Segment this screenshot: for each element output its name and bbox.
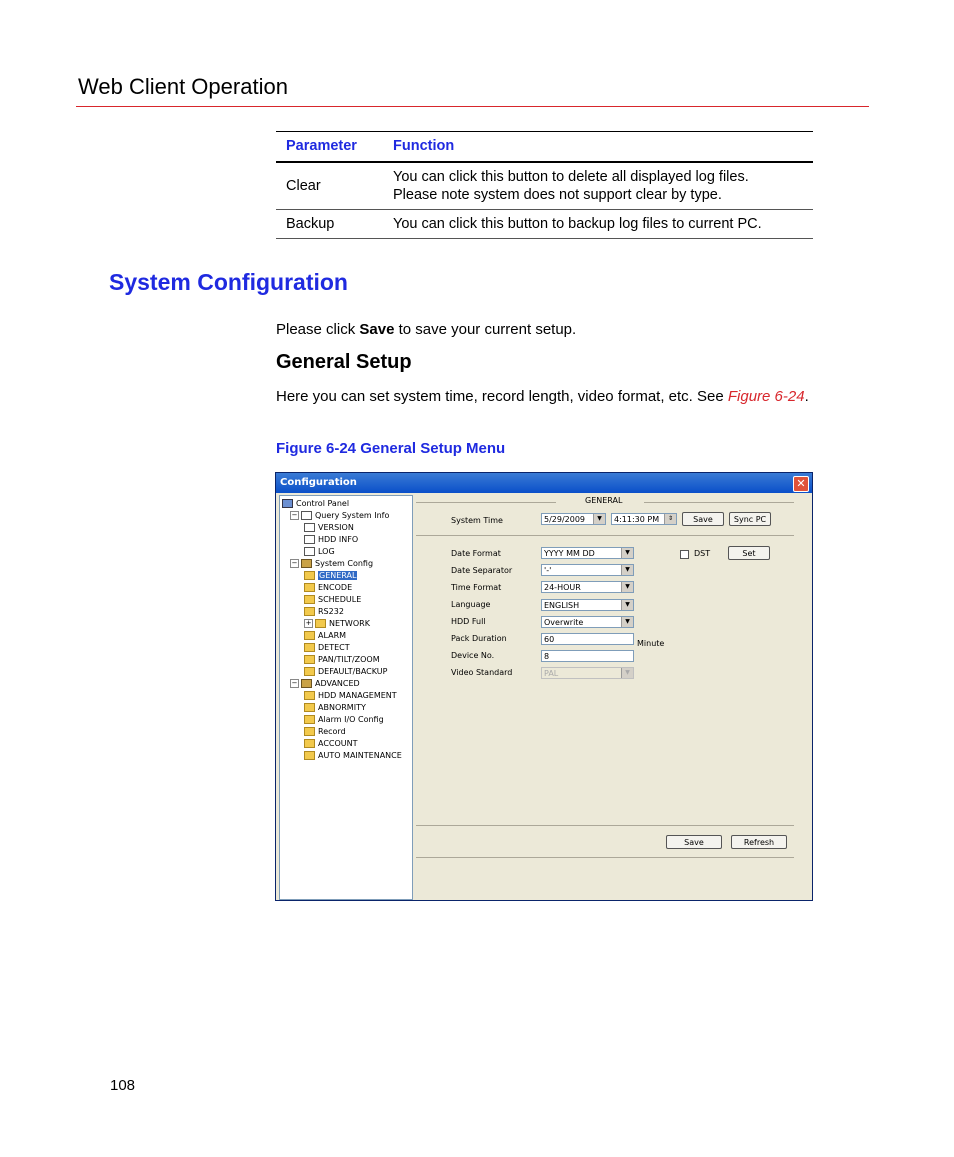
settings-icon <box>301 679 312 688</box>
table-row <box>276 162 813 210</box>
tree-item-label: Record <box>318 727 346 736</box>
group-divider <box>644 502 794 503</box>
sync-pc-button[interactable]: Sync PC <box>729 512 771 526</box>
folder-icon <box>304 739 315 748</box>
document-icon <box>304 535 315 544</box>
tree-item-label: NETWORK <box>329 619 370 628</box>
tree-item[interactable] <box>304 630 346 641</box>
tree-item[interactable] <box>304 642 350 653</box>
pack-duration-input[interactable]: 60 <box>541 633 634 645</box>
tree-item[interactable] <box>304 606 344 617</box>
tree-item[interactable] <box>304 570 357 581</box>
header-rule <box>76 106 869 107</box>
tree-item[interactable] <box>304 738 358 749</box>
page-number: 108 <box>110 1077 136 1094</box>
tree-item-label: PAN/TILT/ZOOM <box>318 655 380 664</box>
minute-label: Minute <box>637 639 665 648</box>
time-format-value: 24-HOUR <box>544 583 581 592</box>
configuration-window <box>275 472 813 901</box>
folder-icon <box>304 655 315 664</box>
table-cell-function <box>383 162 813 210</box>
time-format-label: Time Format <box>451 583 502 592</box>
expand-icon[interactable]: + <box>305 619 312 627</box>
text: Here you can set system time, record length, video format, etc. See <box>276 388 728 405</box>
tree-item-label: LOG <box>318 547 335 556</box>
parameter-table <box>276 131 813 239</box>
folder-icon <box>304 631 315 640</box>
group-title: GENERAL <box>582 496 625 505</box>
text: to save your current setup. <box>394 321 577 338</box>
time-picker[interactable] <box>611 513 677 525</box>
tree-item-label: ABNORMITY <box>318 703 366 712</box>
chevron-down-icon[interactable]: ▼ <box>621 548 633 558</box>
tree-item-label: Query System Info <box>315 511 390 520</box>
tree-item[interactable] <box>304 690 397 701</box>
tree-item-label: GENERAL <box>319 571 357 580</box>
chevron-down-icon[interactable]: ▼ <box>621 582 633 592</box>
folder-icon <box>304 595 315 604</box>
chevron-down-icon: ▼ <box>621 668 633 678</box>
settings-icon <box>301 559 312 568</box>
folder-icon <box>304 571 315 580</box>
table-row <box>276 210 813 239</box>
hdd-full-value: Overwrite <box>544 618 584 627</box>
device-no-input[interactable]: 8 <box>541 650 634 662</box>
table-cell-parameter: Backup <box>276 210 383 239</box>
chevron-down-icon[interactable]: ▼ <box>621 600 633 610</box>
folder-icon <box>315 619 326 628</box>
tree-item-label: DETECT <box>318 643 350 652</box>
video-standard-value: PAL <box>544 669 559 678</box>
figure-caption: Figure 6-24 General Setup Menu <box>276 440 506 457</box>
window-title: Configuration <box>280 477 357 488</box>
tree-item-label: Alarm I/O Config <box>318 715 384 724</box>
folder-icon <box>304 703 315 712</box>
tree-item[interactable] <box>290 558 373 569</box>
divider <box>416 857 794 858</box>
folder-icon <box>304 643 315 652</box>
save-button[interactable]: Save <box>666 835 722 849</box>
divider <box>416 825 794 826</box>
sub-title: General Setup <box>276 351 412 373</box>
folder-icon <box>304 727 315 736</box>
tree-item[interactable] <box>304 534 358 545</box>
tree-item-label: HDD MANAGEMENT <box>318 691 397 700</box>
date-picker[interactable] <box>541 513 606 525</box>
tree-item-label: System Config <box>315 559 374 568</box>
tree-item[interactable] <box>304 714 384 725</box>
collapse-icon[interactable]: − <box>291 679 298 687</box>
tree-item[interactable] <box>304 582 352 593</box>
general-panel <box>416 495 810 898</box>
language-value: ENGLISH <box>544 601 580 610</box>
table-header-parameter: Parameter <box>276 132 383 163</box>
time-format-select[interactable] <box>541 581 634 593</box>
time-value: 4:11:30 PM <box>614 515 660 524</box>
config-tree <box>279 495 413 900</box>
dst-label: DST <box>694 549 711 558</box>
spinner-icon[interactable]: ⇕ <box>664 514 676 524</box>
tree-item-label: ENCODE <box>318 583 353 592</box>
date-separator-select[interactable] <box>541 564 634 576</box>
folder-icon <box>304 691 315 700</box>
tree-item[interactable] <box>304 726 346 737</box>
tree-item[interactable] <box>282 498 349 509</box>
hdd-full-label: HDD Full <box>451 617 486 626</box>
folder-icon <box>304 667 315 676</box>
language-label: Language <box>451 600 491 609</box>
tree-item-label: ADVANCED <box>315 679 360 688</box>
tree-item[interactable] <box>304 618 370 629</box>
folder-icon <box>304 751 315 760</box>
figure-link[interactable]: Figure 6-24 <box>727 388 805 405</box>
control-panel-icon <box>282 499 293 508</box>
function-line: You can click this button to delete all displayed log files. <box>393 169 749 185</box>
divider <box>416 535 794 536</box>
folder-icon <box>304 607 315 616</box>
tree-item-label: RS232 <box>318 607 344 616</box>
device-no-label: Device No. <box>451 651 495 660</box>
tree-item-label: HDD INFO <box>318 535 359 544</box>
function-line: Please note system does not support clear by type. <box>393 187 722 203</box>
table-header-row <box>276 132 813 163</box>
chevron-down-icon[interactable]: ▼ <box>621 565 633 575</box>
collapse-icon[interactable]: − <box>291 511 298 519</box>
folder-icon <box>304 583 315 592</box>
document-icon <box>304 523 315 532</box>
save-time-button[interactable]: Save <box>682 512 724 526</box>
date-format-select[interactable] <box>541 547 634 559</box>
window-titlebar <box>276 473 812 493</box>
tree-item[interactable] <box>290 678 360 689</box>
date-separator-label: Date Separator <box>451 566 513 575</box>
video-standard-label: Video Standard <box>451 668 513 677</box>
system-time-label: System Time <box>451 516 503 525</box>
running-head: Web Client Operation <box>78 74 288 99</box>
date-format-value: YYYY MM DD <box>544 549 595 558</box>
text: Please click <box>276 321 360 338</box>
chevron-down-icon[interactable]: ▼ <box>593 514 605 524</box>
collapse-icon[interactable]: − <box>291 559 298 567</box>
document-icon <box>304 547 315 556</box>
general-description <box>276 387 841 407</box>
tree-item-label: ALARM <box>318 631 347 640</box>
tree-item-label: Control Panel <box>296 499 350 508</box>
tree-item[interactable] <box>304 522 354 533</box>
section-title: System Configuration <box>109 269 348 295</box>
table-cell-function: You can click this button to backup log files to current PC. <box>383 210 813 239</box>
close-icon[interactable]: ✕ <box>793 476 809 492</box>
tree-item[interactable] <box>304 666 387 677</box>
pack-duration-label: Pack Duration <box>451 634 507 643</box>
bold-save: Save <box>359 321 395 338</box>
tree-item-label: AUTO MAINTENANCE <box>318 751 402 760</box>
refresh-button[interactable]: Refresh <box>731 835 787 849</box>
tree-item[interactable] <box>304 594 361 605</box>
table-header-function: Function <box>383 132 813 163</box>
tree-item[interactable] <box>304 654 380 665</box>
video-standard-select <box>541 667 634 679</box>
tree-item[interactable] <box>290 510 389 521</box>
save-instruction <box>276 321 576 338</box>
tree-item[interactable] <box>304 750 402 761</box>
folder-icon <box>304 715 315 724</box>
hdd-full-select[interactable] <box>541 616 634 628</box>
tree-item-label: SCHEDULE <box>318 595 362 604</box>
date-separator-value: '-' <box>544 566 552 575</box>
dst-set-button[interactable]: Set <box>728 546 770 560</box>
tree-item-label: DEFAULT/BACKUP <box>318 667 388 676</box>
chevron-down-icon[interactable]: ▼ <box>621 617 633 627</box>
date-value: 5/29/2009 <box>544 515 586 524</box>
tree-item[interactable] <box>304 546 335 557</box>
tree-item[interactable] <box>304 702 366 713</box>
group-divider <box>416 502 556 503</box>
text: . <box>804 388 809 405</box>
language-select[interactable] <box>541 599 634 611</box>
dst-checkbox[interactable] <box>680 550 689 559</box>
tree-item-label: ACCOUNT <box>318 739 358 748</box>
document-icon <box>301 511 312 520</box>
tree-item-label: VERSION <box>318 523 354 532</box>
table-cell-parameter: Clear <box>276 162 383 210</box>
date-format-label: Date Format <box>451 549 501 558</box>
